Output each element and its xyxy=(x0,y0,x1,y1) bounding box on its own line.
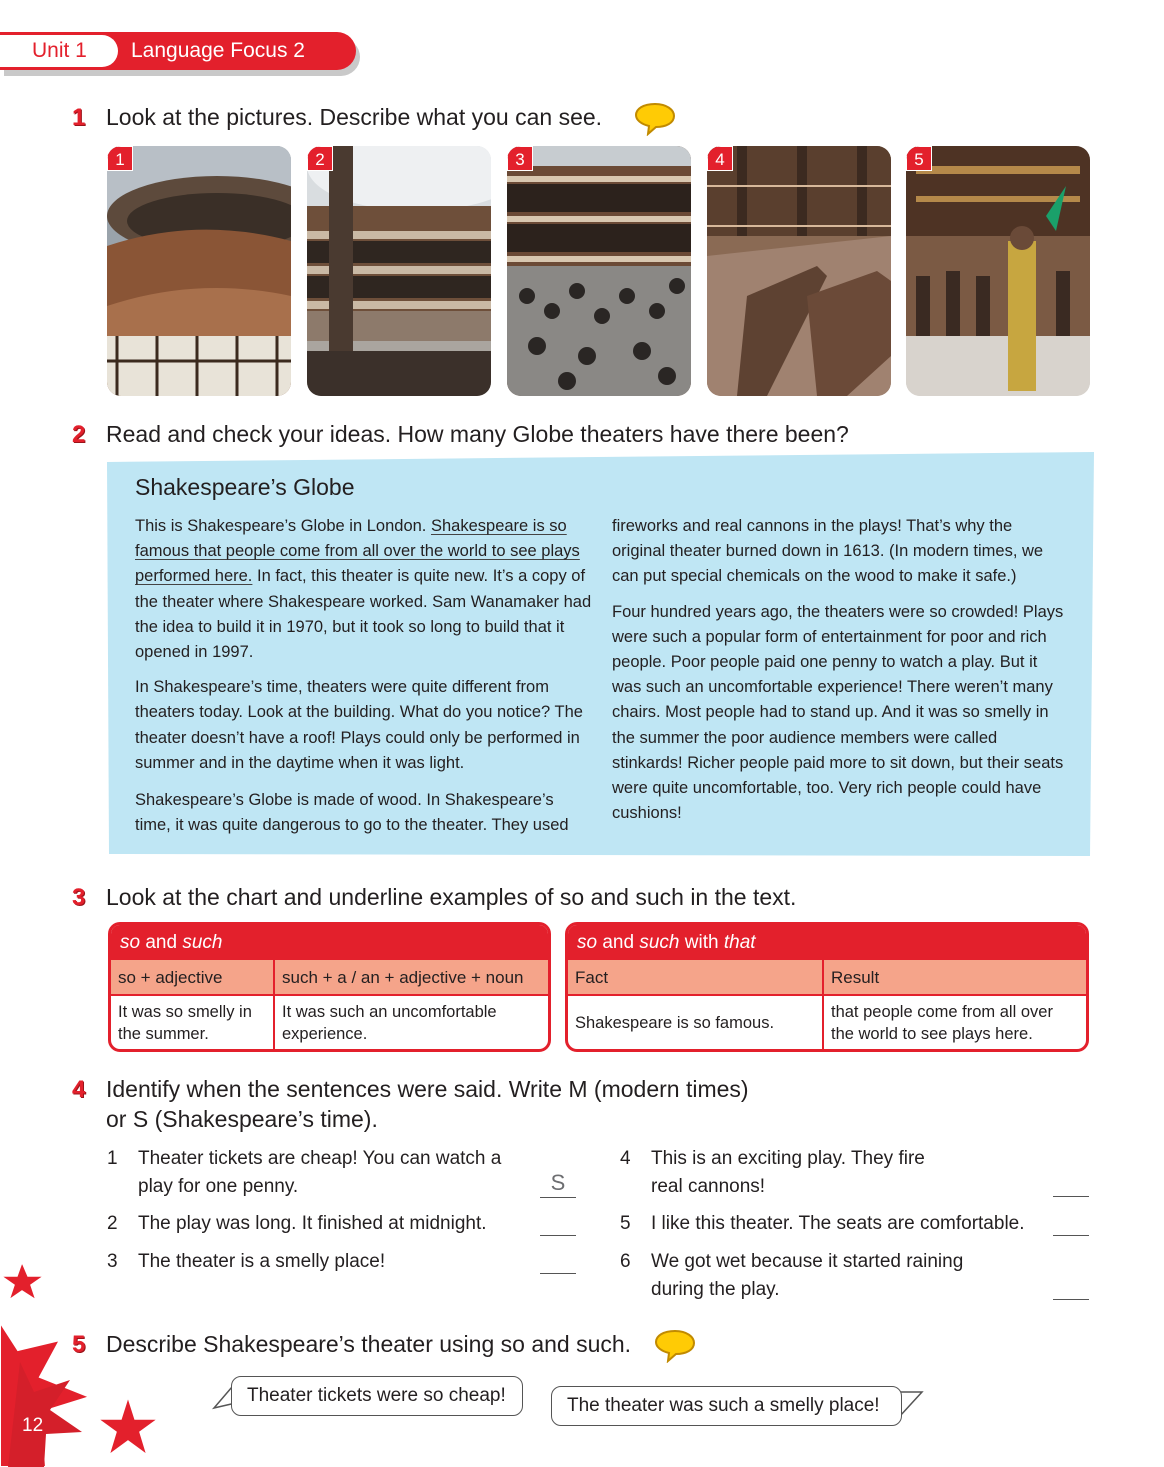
underlined-example: Shakespeare is so famous that people come from all over the world to see plays performed here. xyxy=(135,517,580,586)
page-number: 12 xyxy=(22,1415,44,1436)
reading-paragraph: Shakespeare’s Globe is made of wood. In Shakespeare’s time, it was quite dangerous to go to the theater. They used xyxy=(135,791,569,835)
photo-theater-actor xyxy=(906,146,1090,396)
reading-paragraph: fireworks and real cannons in the plays! That’s why the original theater burned down in 1613. (In modern times, we can put special chemicals on the wood to make it safe.) xyxy=(612,517,1044,586)
exercise-instruction: Look at the chart and underline examples of so and such in the text. xyxy=(106,884,797,910)
reading-column-right xyxy=(612,514,1066,836)
photo-number: 4 xyxy=(707,146,733,171)
exercise-instruction: Look at the pictures. Describe what you can see. xyxy=(106,104,603,130)
answer-blank[interactable]: S xyxy=(540,1170,576,1198)
answer-blank[interactable] xyxy=(1053,1208,1089,1236)
photo-number: 2 xyxy=(307,146,333,171)
exercise-instruction: Read and check your ideas. How many Globe theaters have there been? xyxy=(106,421,849,447)
table-header: Result xyxy=(831,968,880,987)
unit-header xyxy=(0,32,360,72)
photo-theater-crowd xyxy=(507,146,691,396)
photo-theater-stage xyxy=(307,146,491,396)
exercise-number: 3 xyxy=(72,884,86,911)
exercise-number: 5 xyxy=(72,1331,86,1358)
speech-bubble-icon xyxy=(654,1329,696,1363)
exercise-number: 2 xyxy=(72,421,86,448)
answer-blank[interactable] xyxy=(540,1208,576,1236)
answer-blank[interactable] xyxy=(1053,1272,1089,1300)
exercise-number: 4 xyxy=(72,1076,86,1103)
reading-paragraph: Four hundred years ago, the theaters were so crowded! Plays were such a popular form of entertainment for poor and rich people. Poor people paid one penny to watch a play. But it was such an uncomfortable experience! There weren’t many chairs. Most people had to stand up. And it was so smelly in the summer the poor audience members were called stinkards! Richer people paid more to sit down, but their seats were quite uncomfortable, too. Very rich people could have cushions! xyxy=(612,602,1064,823)
example-speech-bubble: The theater was such a smelly place! xyxy=(551,1386,902,1426)
table-header: so + adjective xyxy=(111,960,275,994)
exercise-instruction: or S (Shakespeare’s time). xyxy=(106,1106,378,1132)
photo-theater-exterior xyxy=(107,146,291,396)
table-cell: It was such an uncomfortable experience. xyxy=(282,1003,497,1043)
reading-title: Shakespeare’s Globe xyxy=(135,474,355,500)
grammar-table-title: so and such with that xyxy=(568,925,1086,960)
speech-bubble-icon xyxy=(634,102,676,136)
photo-number: 5 xyxy=(906,146,932,171)
photo-number: 3 xyxy=(507,146,533,171)
table-header: such + a / an + adjective + noun xyxy=(282,968,524,987)
lesson-title: Language Focus 2 xyxy=(131,39,305,62)
reading-paragraph: This is Shakespeare’s Globe in London. Shakespeare is so famous that people come from all over the world to see plays performed here. In fact, this theater is quite new. It’s a copy of the theater where Shakespeare worked. Sam Wanamaker had the idea to build it in 1970, but it took so long to build that it opened in 1997. xyxy=(135,517,592,662)
grammar-table-so-such-that xyxy=(565,922,1089,1052)
reading-paragraph: In Shakespeare’s time, theaters were quite different from theaters today. Look at the building. What do you notice? The theater doesn’t have a roof! Plays could only be performed in summer and in the daytime when it was light. xyxy=(135,678,583,772)
reading-column-left xyxy=(135,514,593,786)
grammar-table-so-such xyxy=(108,922,551,1052)
reading-passage xyxy=(107,452,1094,856)
table-cell: Shakespeare is so famous. xyxy=(568,996,824,1049)
exercise-instruction: Identify when the sentences were said. Write M (modern times) xyxy=(106,1076,749,1102)
answer-blank[interactable] xyxy=(1053,1169,1089,1197)
example-speech-bubble: Theater tickets were so cheap! xyxy=(231,1376,523,1416)
photo-theater-benches xyxy=(707,146,891,396)
photo-number: 1 xyxy=(107,146,133,171)
table-cell: that people come from all over the world to see plays here. xyxy=(831,1003,1053,1043)
reading-column-left-bottom xyxy=(135,788,593,848)
table-header: Fact xyxy=(568,960,824,994)
exercise-instruction: Describe Shakespeare’s theater using so and such. xyxy=(106,1331,632,1357)
unit-label: Unit 1 xyxy=(0,35,118,67)
grammar-table-title: so and such xyxy=(111,925,548,960)
table-cell: It was so smelly in the summer. xyxy=(111,996,275,1049)
answer-blank[interactable] xyxy=(540,1246,576,1274)
exercise-number: 1 xyxy=(72,104,86,131)
